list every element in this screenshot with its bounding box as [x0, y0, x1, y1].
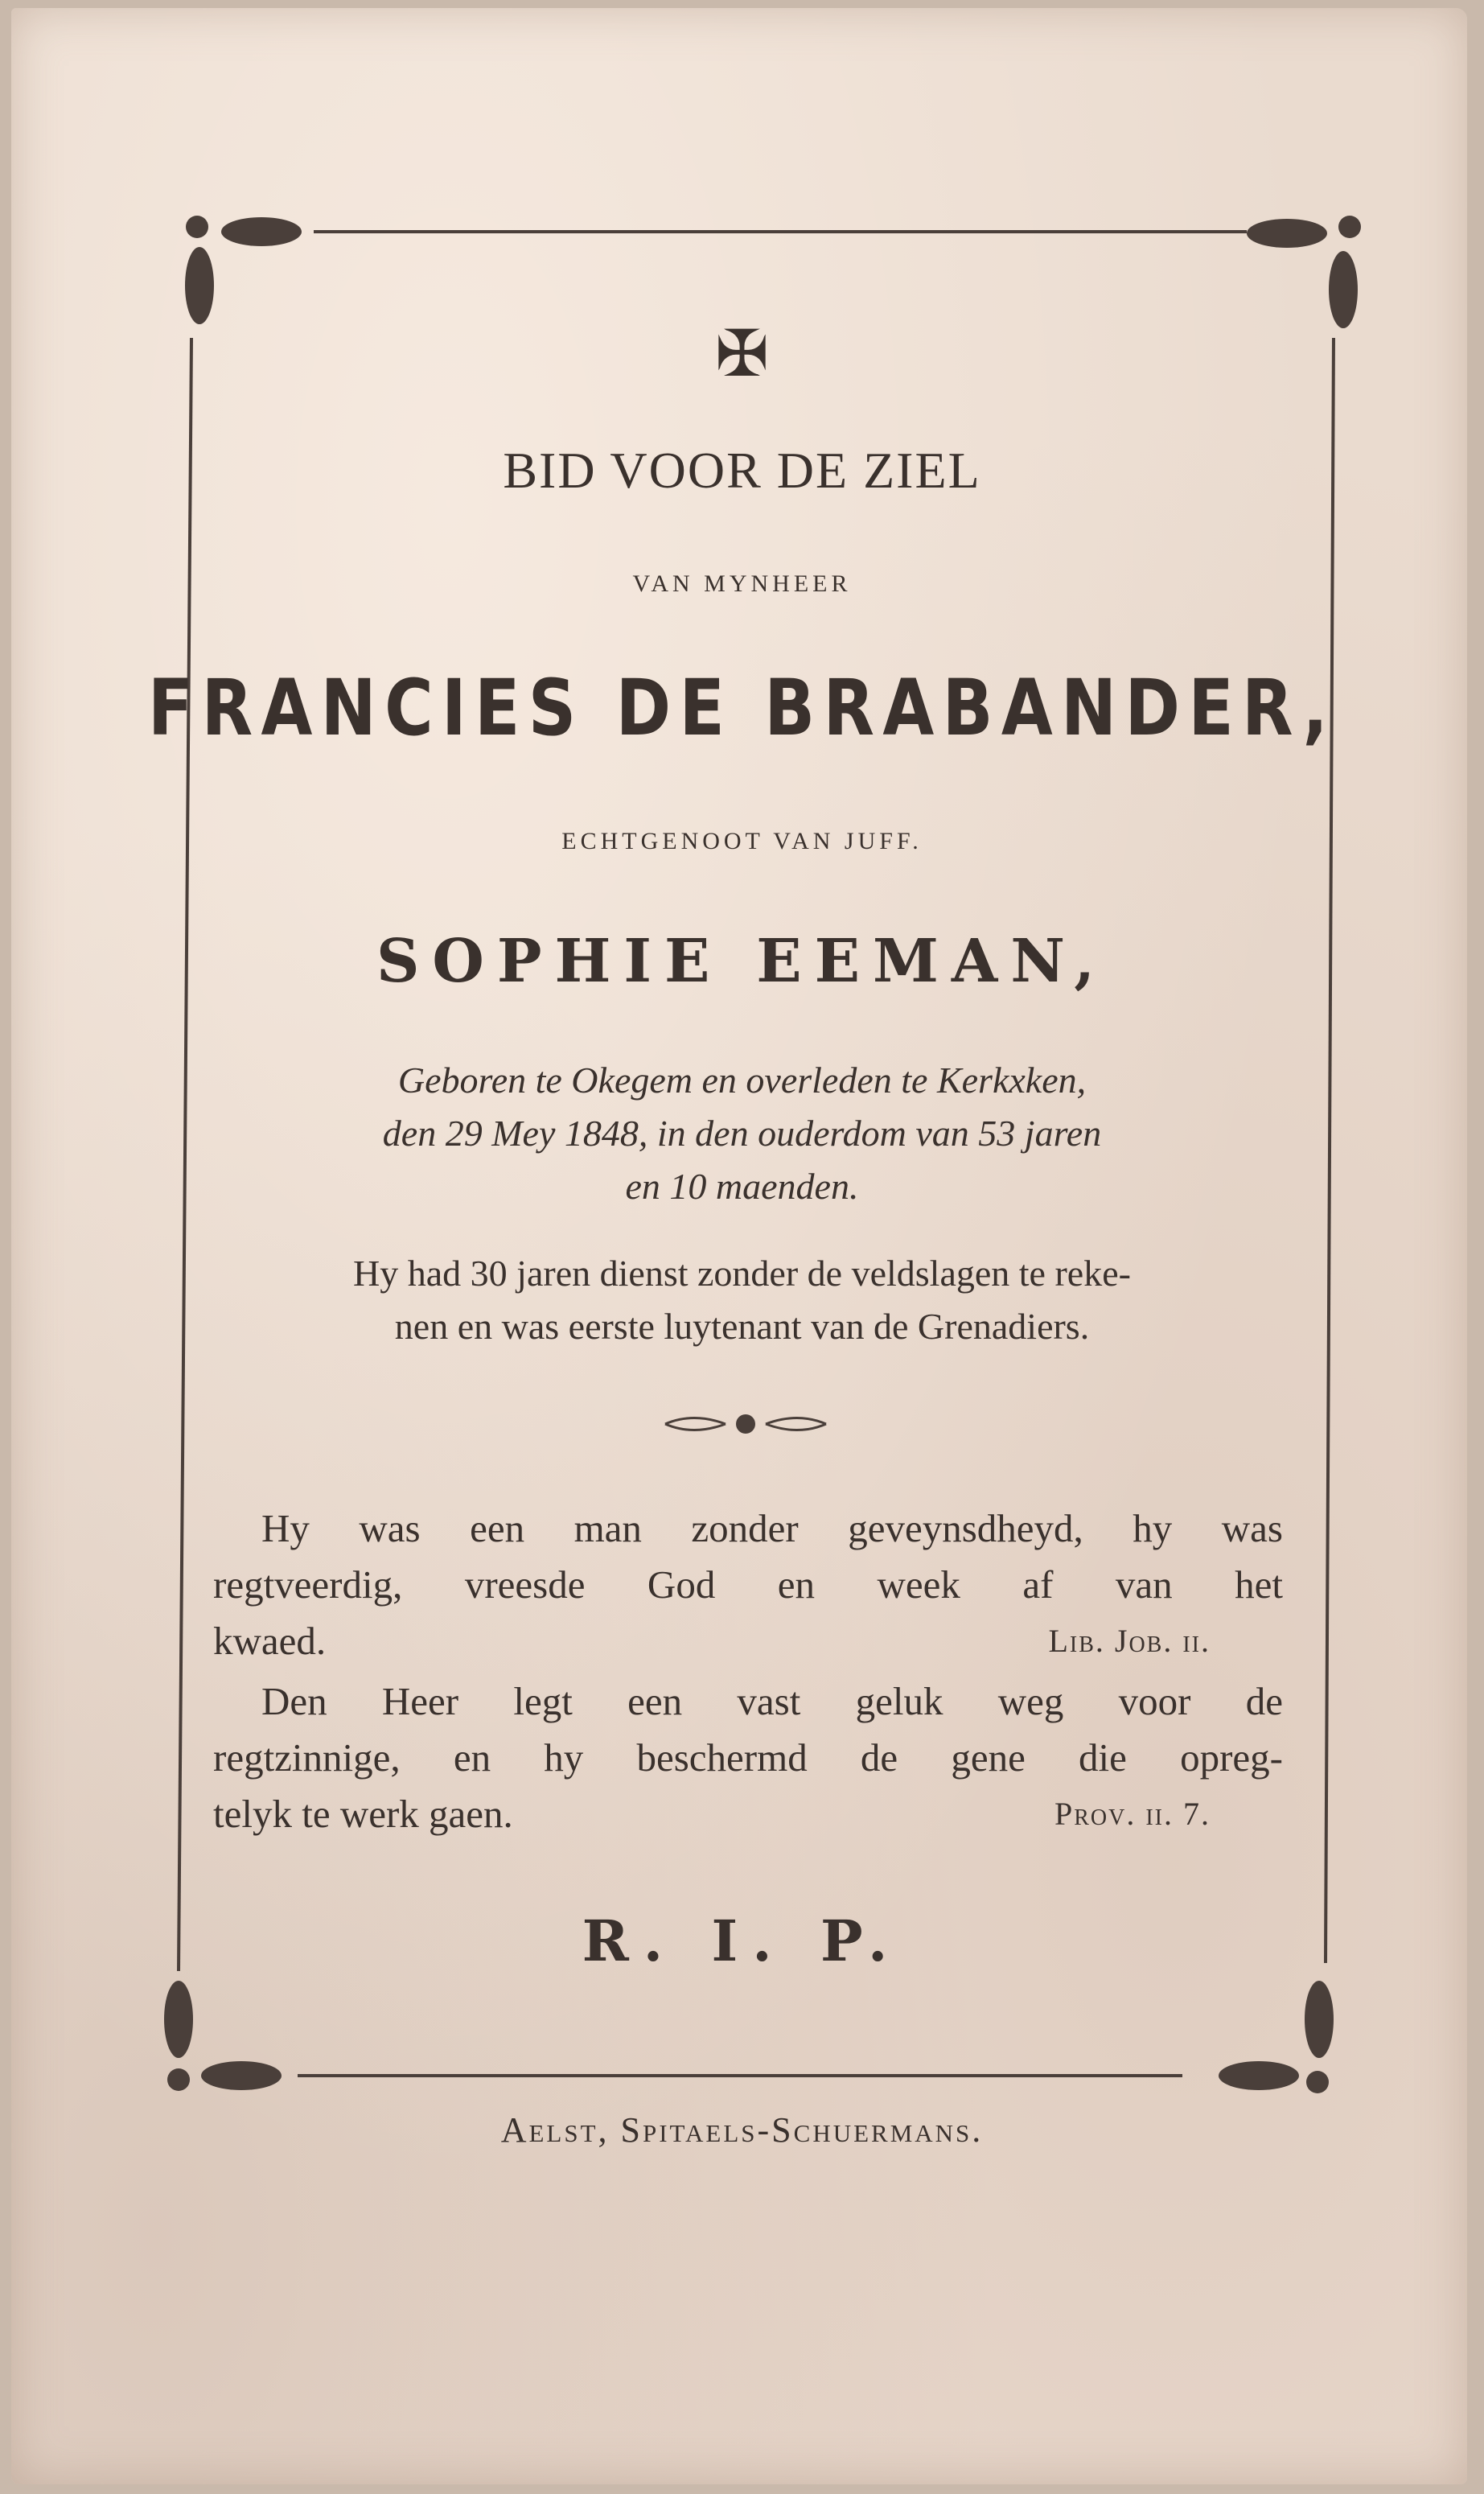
- printer-imprint: Aelst, Spitaels-Schuermans.: [500, 2110, 984, 2150]
- heading-pray-for-soul: BID VOOR DE ZIEL: [503, 442, 981, 499]
- quote-reference: Lib. Job. ii.: [1048, 1623, 1211, 1659]
- floral-divider-ornament: [661, 1404, 830, 1444]
- biography-block: [0, 1054, 1484, 1213]
- scripture-quote-job: [213, 1500, 1283, 1669]
- corner-ornament-bottom-left: [164, 1981, 282, 2091]
- quote-reference: Prov. ii. 7.: [1054, 1796, 1211, 1832]
- service-line: nen en was eerste luytenant van de Grenadiers.: [394, 1306, 1090, 1347]
- deceased-name: FRANCIES DE BRABANDER,: [147, 663, 1337, 753]
- scripture-quote-proverbs: [213, 1673, 1283, 1842]
- spouse-name: SOPHIE EEMAN,: [376, 927, 1108, 996]
- corner-ornament-top-right: [1247, 216, 1361, 328]
- cross-symbol: ✠: [714, 316, 770, 391]
- biography-line: den 29 Mey 1848, in den ouderdom van 53 jaren: [382, 1113, 1102, 1154]
- service-line: Hy had 30 jaren dienst zonder de veldslagen te reke-: [353, 1253, 1131, 1294]
- biography-line: Geboren te Okegem en overleden te Kerkxken,: [397, 1060, 1087, 1101]
- honorific-line: VAN MYNHEER: [632, 570, 852, 597]
- spouse-intro-line: ECHTGENOOT VAN JUFF.: [561, 828, 923, 854]
- quote-line: Den Heer legt een vast geluk weg voor de: [261, 1679, 1283, 1723]
- quote-line: regtzinnige, en hy beschermd de gene die opreg-: [213, 1735, 1283, 1780]
- quote-line: Hy was een man zonder geveynsdheyd, hy was: [261, 1506, 1283, 1550]
- quote-line: kwaed.: [213, 1619, 327, 1663]
- service-block: [0, 1247, 1484, 1353]
- biography-line: en 10 maenden.: [625, 1166, 859, 1207]
- corner-ornament-bottom-right: [1219, 1981, 1334, 2093]
- corner-ornament-top-left: [185, 216, 302, 324]
- quote-line: telyk te werk gaen.: [213, 1792, 513, 1836]
- quote-line: regtveerdig, vreesde God en week af van het: [213, 1562, 1283, 1607]
- rip-closing: R. I. P.: [582, 1908, 902, 1974]
